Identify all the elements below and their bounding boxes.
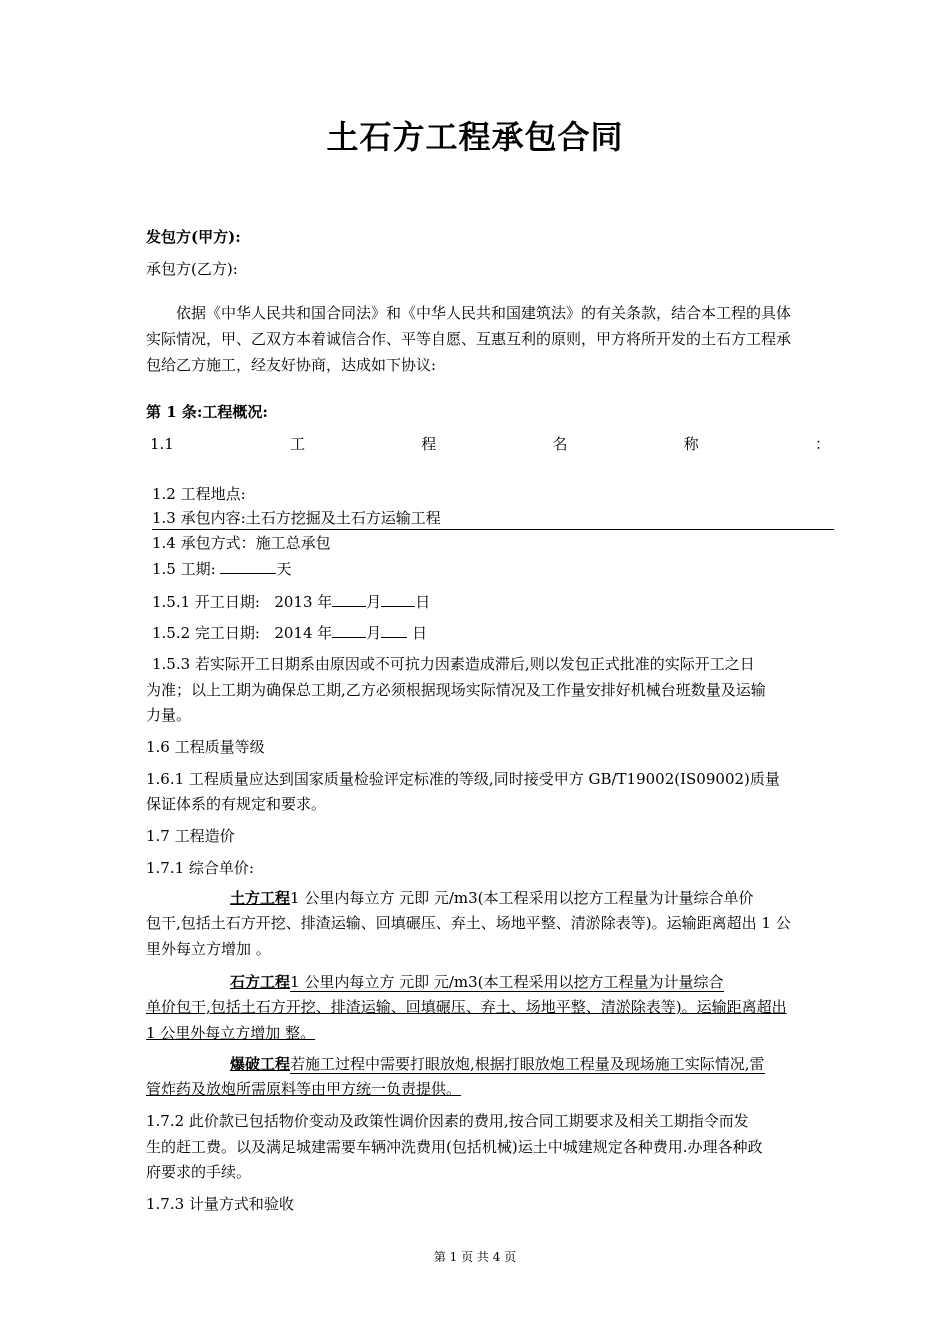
- project-name-char: 1.1: [150, 435, 174, 453]
- end-date-row: [152, 621, 427, 644]
- party-b-label: 承包方(乙方):: [146, 260, 238, 278]
- start-day: 日: [415, 593, 431, 611]
- duration-row: [152, 557, 291, 580]
- duration-unit: 天: [276, 560, 292, 578]
- article-1-heading: 第 1 条:工程概况:: [146, 403, 268, 421]
- end-day: 日: [412, 624, 428, 642]
- end-year: 2014 年: [274, 624, 333, 642]
- duration-blank: [220, 557, 276, 574]
- intro-line-3: 包给乙方施工，经友好协商，达成如下协议:: [146, 356, 437, 374]
- quality-line-1: 1.6.1 工程质量应达到国家质量检验评定标准的等级,同时接受甲方 GB/T19002(IS09002)质量: [146, 770, 780, 788]
- project-name-row: [150, 433, 830, 455]
- delay-line-1: 1.5.3 若实际开工日期系由原因或不可抗力因素造成滞后,则以发包正式批准的实际开工之日: [152, 655, 755, 673]
- end-month: 月: [366, 624, 382, 642]
- quality-heading: 1.6 工程质量等级: [146, 738, 265, 756]
- price-note-line-3: 府要求的手续。: [146, 1163, 252, 1181]
- intro-line-2: 实际情况，甲、乙双方本着诚信合作、平等自愿、互惠互利的原则，甲方将所开发的土石方工程承: [146, 330, 792, 348]
- project-location: 1.2 工程地点:: [152, 485, 246, 503]
- measure-heading: 1.7.3 计量方式和验收: [146, 1195, 294, 1213]
- stone-line-2: 单价包干,包括土石方开挖、排渣运输、回填碾压、弃土、场地平整、清淤除表等)。运输距离超出: [146, 998, 787, 1016]
- project-name-char: 名: [552, 435, 568, 453]
- project-name-char: 工: [290, 435, 306, 453]
- earth-line-1-text: 1 公里内每立方 元即 元/m3(本工程采用以挖方工程量为计量综合单价: [290, 889, 754, 907]
- stone-line-1-text: 1 公里内每立方 元即 元/m3(本工程采用以挖方工程量为计量综合: [290, 973, 724, 991]
- quality-line-2: 保证体系的有规定和要求。: [146, 795, 327, 813]
- start-date-row: [152, 590, 430, 613]
- project-name-char: 程: [421, 435, 437, 453]
- project-name-char: ：: [814, 435, 830, 453]
- contract-content-row: [152, 507, 834, 530]
- delay-line-3: 力量。: [146, 706, 192, 724]
- blast-label: 爆破工程: [230, 1055, 291, 1073]
- delay-line-2: 为准；以上工期为确保总工期,乙方必须根据现场实际情况及工作量安排好机械台班数量及运输: [146, 681, 766, 699]
- earth-line-2: 包干,包括土石方开挖、排渣运输、回填碾压、弃土、场地平整、清淤除表等)。运输距离超出 1 公: [146, 914, 791, 932]
- start-month-blank: [332, 590, 366, 607]
- stone-line-1: [230, 971, 724, 993]
- price-note-line-2: 生的赶工费。以及满足城建需要车辆冲洗费用(包括机械)运土中城建规定各种费用.办理各种政: [146, 1138, 763, 1156]
- party-a-label: 发包方(甲方):: [146, 228, 241, 246]
- cost-heading: 1.7 工程造价: [146, 827, 235, 845]
- end-month-blank: [332, 621, 366, 638]
- contract-content-value: 土石方挖掘及土石方运输工程: [245, 509, 441, 527]
- contract-content-label: 1.3 承包内容:: [152, 509, 246, 527]
- end-day-blank: [381, 621, 407, 638]
- stone-label: 石方工程: [230, 973, 291, 991]
- unit-price-heading: 1.7.1 综合单价:: [146, 859, 254, 877]
- project-name-char: 称: [683, 435, 699, 453]
- earth-label: 土方工程: [230, 889, 291, 907]
- contract-mode: 1.4 承包方式：施工总承包: [152, 534, 331, 552]
- end-date-label: 1.5.2 完工日期:: [152, 624, 260, 642]
- earth-line-3: 里外每立方增加 。: [146, 940, 271, 958]
- blast-line-1: [230, 1053, 765, 1075]
- blast-line-1-text: 若施工过程中需要打眼放炮,根据打眼放炮工程量及现场施工实际情况,雷: [290, 1055, 765, 1073]
- blast-line-2: 管炸药及放炮所需原料等由甲方统一负责提供。: [146, 1080, 462, 1098]
- intro-line-1: 依据《中华人民共和国合同法》和《中华人民共和国建筑法》的有关条款，结合本工程的具体: [176, 304, 792, 322]
- page-footer: 第 1 页 共 4 页: [433, 1250, 517, 1264]
- duration-label: 1.5 工期:: [152, 560, 216, 578]
- start-month: 月: [366, 593, 382, 611]
- earth-line-1: [230, 887, 754, 909]
- start-day-blank: [381, 590, 415, 607]
- stone-line-3: 1 公里外每立方增加 整。: [146, 1024, 316, 1042]
- start-date-label: 1.5.1 开工日期:: [152, 593, 260, 611]
- start-year: 2013 年: [274, 593, 333, 611]
- price-note-line-1: 1.7.2 此价款已包括物价变动及政策性调价因素的费用,按合同工期要求及相关工期指令而发: [146, 1112, 749, 1130]
- document-title: 土石方工程承包合同: [326, 118, 624, 156]
